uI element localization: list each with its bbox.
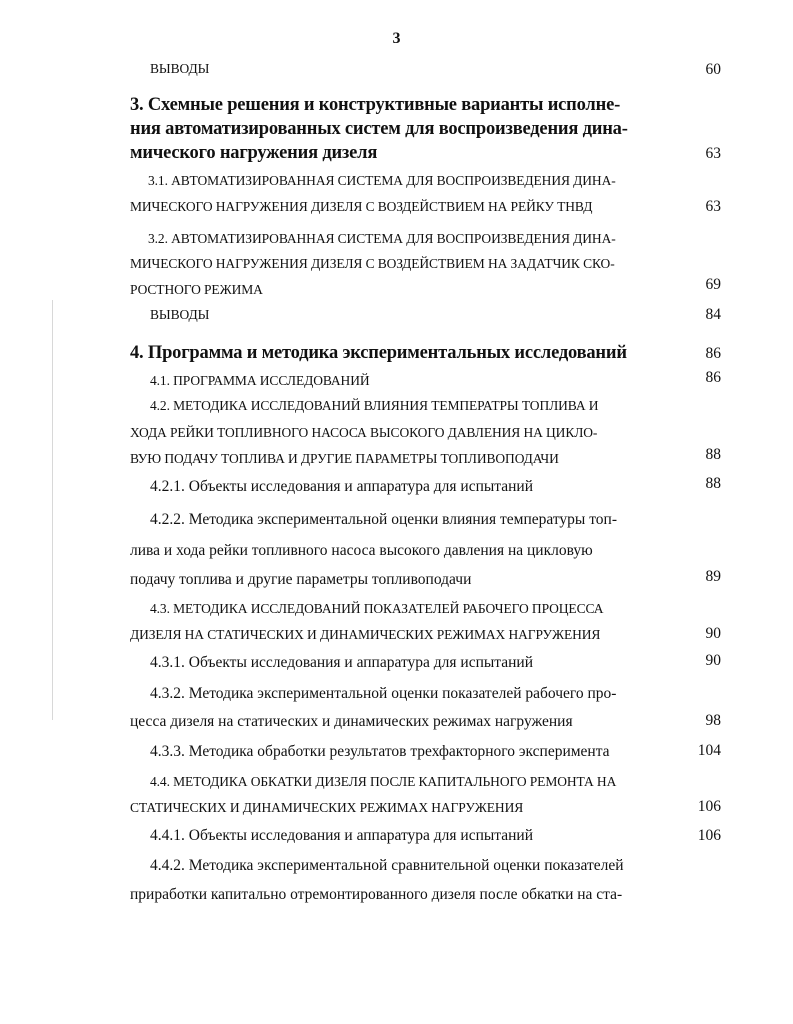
toc-line: подачу топлива и другие параметры топливоподачи (130, 571, 472, 588)
toc-page: 89 (705, 568, 721, 585)
toc-line: 4.2. МЕТОДИКА ИССЛЕДОВАНИЙ ВЛИЯНИЯ ТЕМПЕРАТРЫ ТОПЛИВА И (150, 398, 599, 413)
toc-page: 86 (705, 369, 721, 386)
toc-line: РОСТНОГО РЕЖИМА (130, 282, 263, 297)
toc-line: 4.4.2. Методика экспериментальной сравнительной оценки показателей (150, 857, 624, 874)
toc-line: 3.2. АВТОМАТИЗИРОВАННАЯ СИСТЕМА ДЛЯ ВОСПРОИЗВЕДЕНИЯ ДИНА- (148, 231, 616, 246)
toc-line: 4.3.3. Методика обработки результатов трехфакторного эксперимента (150, 743, 610, 760)
toc-page: 86 (705, 345, 721, 362)
toc-line: цесса дизеля на статических и динамических режимах нагружения (130, 713, 573, 730)
chapter-title-line: мического нагружения дизеля (130, 143, 378, 163)
toc-line: лива и хода рейки топливного насоса высокого давления на цикловую (130, 542, 593, 559)
toc-line: ХОДА РЕЙКИ ТОПЛИВНОГО НАСОСА ВЫСОКОГО ДАВЛЕНИЯ НА ЦИКЛО- (130, 425, 598, 440)
page-number: 3 (392, 30, 401, 47)
toc-line: ВЫВОДЫ (150, 307, 210, 322)
toc-line: СТАТИЧЕСКИХ И ДИНАМИЧЕСКИХ РЕЖИМАХ НАГРУЖЕНИЯ (130, 800, 524, 815)
toc-line: МИЧЕСКОГО НАГРУЖЕНИЯ ДИЗЕЛЯ С ВОЗДЕЙСТВИЕМ НА ЗАДАТЧИК СКО- (130, 256, 615, 271)
toc-line: ВУЮ ПОДАЧУ ТОПЛИВА И ДРУГИЕ ПАРАМЕТРЫ ТОПЛИВОПОДАЧИ (130, 451, 559, 466)
chapter-title-line: ния автоматизированных систем для воспроизведения дина- (130, 119, 628, 139)
chapter-title-line: 3. Схемные решения и конструктивные варианты исполне- (130, 95, 621, 115)
chapter-title-line: 4. Программа и методика экспериментальных исследований (130, 343, 627, 363)
toc-page: 84 (705, 306, 721, 323)
toc-page: 106 (697, 798, 721, 815)
toc-line: 4.4.1. Объекты исследования и аппаратура для испытаний (150, 827, 534, 844)
toc-line: 4.3.1. Объекты исследования и аппаратура для испытаний (150, 654, 534, 671)
toc-line: 4.3.2. Методика экспериментальной оценки показателей рабочего про- (150, 685, 617, 702)
toc-page: 106 (697, 827, 721, 844)
toc-page: 69 (705, 276, 721, 293)
toc-page: 60 (705, 61, 721, 78)
toc-line: приработки капитально отремонтированного дизеля после обкатки на ста- (130, 886, 623, 903)
toc-line: ДИЗЕЛЯ НА СТАТИЧЕСКИХ И ДИНАМИЧЕСКИХ РЕЖИМАХ НАГРУЖЕНИЯ (130, 627, 601, 642)
toc-page: 88 (705, 475, 721, 492)
toc-line: 4.2.2. Методика экспериментальной оценки влияния температуры топ- (150, 511, 617, 528)
toc-line: 4.3. МЕТОДИКА ИССЛЕДОВАНИЙ ПОКАЗАТЕЛЕЙ РАБОЧЕГО ПРОЦЕССА (150, 601, 604, 616)
toc-line: 4.1. ПРОГРАММА ИССЛЕДОВАНИЙ (150, 373, 370, 388)
scan-margin-line (52, 300, 53, 720)
toc-page: 104 (697, 742, 721, 759)
toc-page: 90 (705, 625, 721, 642)
toc-line: 4.4. МЕТОДИКА ОБКАТКИ ДИЗЕЛЯ ПОСЛЕ КАПИТАЛЬНОГО РЕМОНТА НА (150, 774, 617, 789)
toc-line: ВЫВОДЫ (150, 61, 210, 76)
toc-page: 63 (705, 198, 721, 215)
toc-page: 98 (705, 712, 721, 729)
toc-page: 88 (705, 446, 721, 463)
toc-line: 4.2.1. Объекты исследования и аппаратура для испытаний (150, 478, 534, 495)
toc-line: МИЧЕСКОГО НАГРУЖЕНИЯ ДИЗЕЛЯ С ВОЗДЕЙСТВИЕМ НА РЕЙКУ ТНВД (130, 199, 593, 214)
toc-page: 63 (705, 145, 721, 162)
toc-page: 90 (705, 652, 721, 669)
toc-line: 3.1. АВТОМАТИЗИРОВАННАЯ СИСТЕМА ДЛЯ ВОСПРОИЗВЕДЕНИЯ ДИНА- (148, 173, 616, 188)
